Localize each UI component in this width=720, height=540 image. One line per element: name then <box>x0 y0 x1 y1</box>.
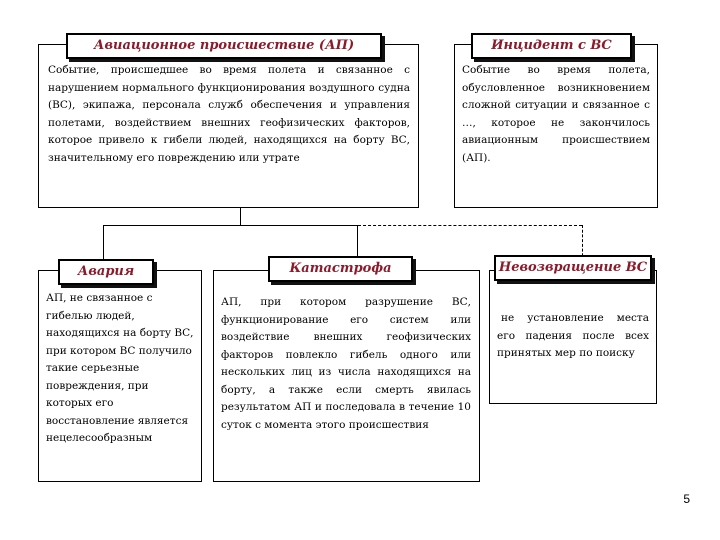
incident-description: Событие во время полета, обусловленное возникновением сложной ситуации и связанное с …, которое не закончилось авиационным происшествием (АП). <box>462 64 650 164</box>
connector-main-down <box>240 207 241 225</box>
connector-horizontal <box>103 225 358 226</box>
catastrophe-title: Катастрофа <box>268 256 413 282</box>
incident-title: Инцидент с ВС <box>471 33 632 59</box>
catastrophe-description: АП, при котором разрушение ВС, функционирование его систем или воздействие внешних геофизических факторов повлекло гибель одного или нескольких лиц из числа находящихся на борту, а также если смерть явилась результатом АП и последовала в течение 10 суток с момента этого происшествия <box>221 296 471 431</box>
accident-title: Авиационное происшествие (АП) <box>66 33 382 59</box>
crash-title: Авария <box>58 259 154 285</box>
crash-description: АП, не связанное с гибелью людей, находящихся на борту ВС, при котором ВС получило такие серьезные повреждения, при которых его восстановление является нецелесообразным <box>46 292 194 444</box>
accident-description: Событие, происшедшее во время полета и связанное с нарушением нормального функционирования воздушного судна (ВС), экипажа, персонала служб обеспечения и управления полетами, воздействием внешних геофизических факторов, которое привело к гибели людей, находящихся на борту ВС, значительному его повреждению или утрате <box>48 64 410 164</box>
page-number: 5 <box>683 492 690 506</box>
dashed-connector-horizontal <box>358 225 582 226</box>
connector-to-crash <box>103 225 104 261</box>
missing-title: Невозвращение ВС <box>494 255 652 281</box>
missing-description: не установление места его падения после всех принятых мер по поиску <box>497 312 649 359</box>
